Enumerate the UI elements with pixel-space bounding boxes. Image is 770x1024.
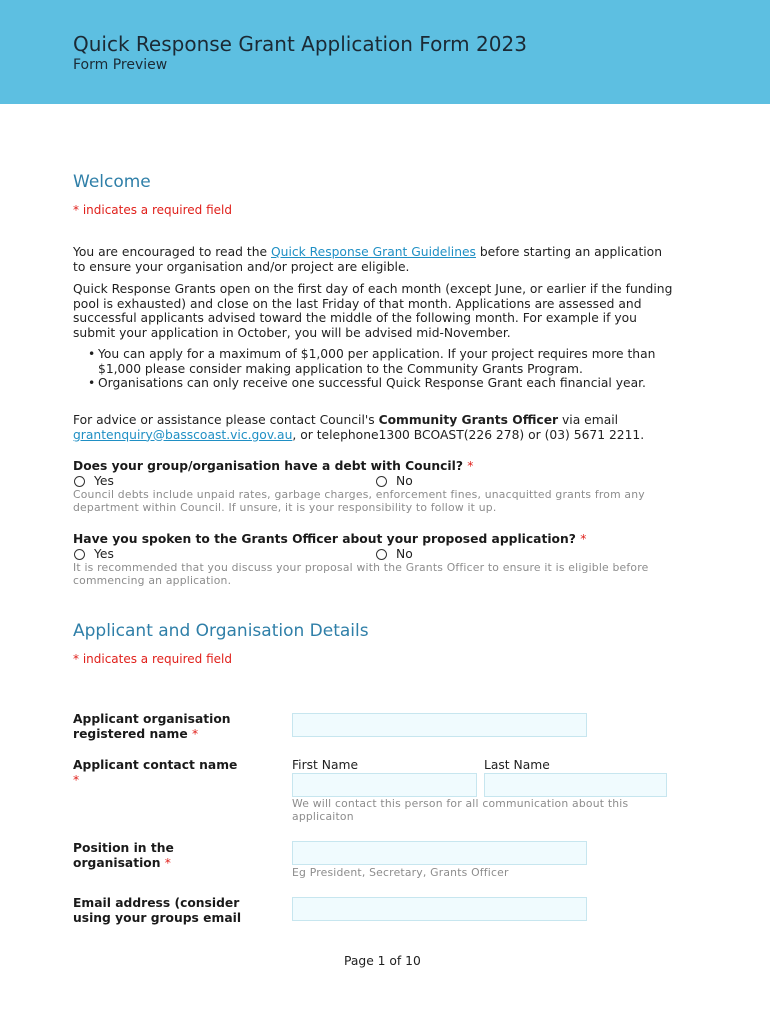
position-label: Position in the organisation * — [73, 841, 174, 870]
radio-circle-icon — [376, 549, 387, 560]
radio-circle-icon — [376, 476, 387, 487]
grants-officer-hint: It is recommended that you discuss your proposal with the Grants Officer to ensure it is eligible before commencing an application. — [73, 561, 649, 587]
first-name-input[interactable] — [292, 773, 477, 797]
debt-yes-radio[interactable]: Yes — [73, 474, 114, 488]
debt-no-radio[interactable]: No — [375, 474, 413, 488]
org-name-input[interactable] — [292, 713, 587, 737]
radio-circle-icon — [74, 549, 85, 560]
org-name-label: Applicant organisation registered name * — [73, 712, 231, 741]
grants-officer-yes-radio[interactable]: Yes — [73, 547, 114, 561]
email-label: Email address (consider using your groups email — [73, 896, 242, 925]
radio-circle-icon — [74, 476, 85, 487]
guidelines-link[interactable]: Quick Response Grant Guidelines — [270, 245, 476, 259]
contact-name-label: Applicant contact name * — [73, 758, 238, 787]
position-input[interactable] — [292, 841, 587, 865]
last-name-label: Last Name — [484, 758, 550, 772]
position-hint: Eg President, Secretary, Grants Officer — [292, 866, 509, 879]
applicant-heading: Applicant and Organisation Details — [73, 621, 369, 641]
list-item: • Organisations can only receive one successful Quick Response Grant each financial year. — [88, 376, 646, 391]
list-item: • You can apply for a maximum of $1,000 per application. If your project requires more than $1,000 please consider making application to the Community Grants Program. — [88, 347, 656, 376]
email-link[interactable]: grantenquiry@basscoast.vic.gov.au — [73, 427, 293, 442]
form-header — [0, 0, 770, 104]
eligibility-list — [73, 347, 673, 391]
form-subtitle: Form Preview — [73, 57, 168, 73]
contact-hint: We will contact this person for all communication about this applicaiton — [292, 797, 629, 823]
page-indicator: Page 1 of 10 — [344, 954, 421, 968]
last-name-input[interactable] — [484, 773, 667, 797]
schedule-paragraph: Quick Response Grants open on the first day of each month (except June, or earlier if the funding pool is exhausted) and close on the last Friday of that month. Applications are assessed and successful applicants advised toward the middle of the following month. For example if you submit your application in October, you will be advised mid-November. — [73, 282, 673, 340]
contact-paragraph: For advice or assistance please contact Council's Community Grants Officer via email grantenquiry@basscoast.vic.gov.au, or telephone1300 BCOAST(226 278) or (03) 5671 2211. — [73, 413, 645, 442]
debt-hint: Council debts include unpaid rates, garbage charges, enforcement fines, unacquitted grants from any department within Council. If unsure, it is your responsibility to follow it up. — [73, 488, 645, 514]
email-input[interactable] — [292, 897, 587, 921]
guidelines-paragraph: You are encouraged to read the Quick Response Grant Guidelines before starting an application to ensure your organisation and/or project are eligible. — [73, 245, 662, 274]
required-field-note: * indicates a required field — [73, 203, 232, 217]
debt-question-label: Does your group/organisation have a debt with Council? * — [73, 459, 474, 473]
grants-officer-no-radio[interactable]: No — [375, 547, 413, 561]
grants-officer-question-label: Have you spoken to the Grants Officer about your proposed application? * — [73, 532, 587, 546]
required-field-note: * indicates a required field — [73, 652, 232, 666]
welcome-heading: Welcome — [73, 172, 151, 192]
first-name-label: First Name — [292, 758, 359, 772]
form-title: Quick Response Grant Application Form 2023 — [73, 32, 527, 56]
